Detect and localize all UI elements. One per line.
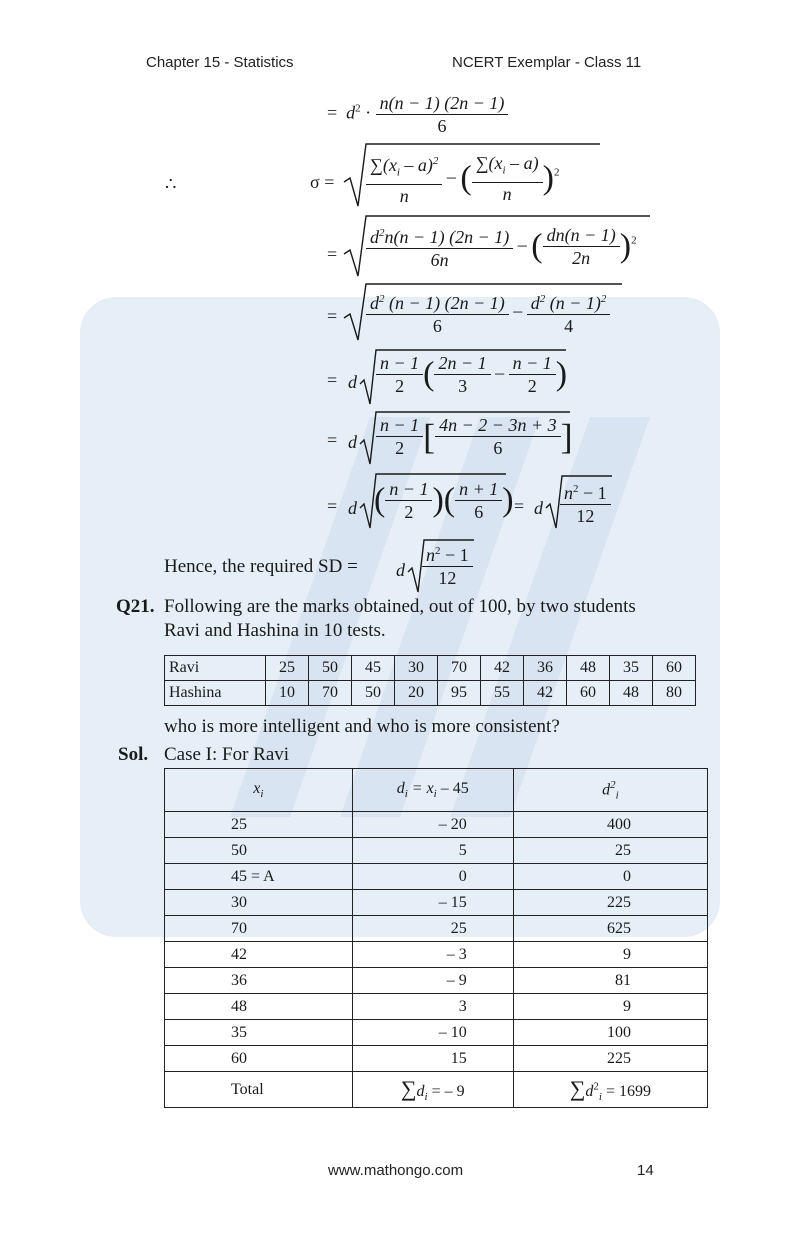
fraction <box>560 478 611 527</box>
footer-site: www.mathongo.com <box>328 1162 464 1179</box>
mark-cell: 45 <box>352 656 395 681</box>
d2-cell: 9 <box>513 994 707 1020</box>
sigma-label: σ = <box>310 172 335 192</box>
header-d <box>352 769 513 812</box>
mark-cell: 60 <box>653 656 696 681</box>
fraction-denominator: 3 <box>458 376 468 396</box>
mark-cell: 55 <box>481 681 524 706</box>
fraction-denominator: 12 <box>576 506 595 526</box>
student-name: Ravi <box>165 656 266 681</box>
mark-cell: 50 <box>352 681 395 706</box>
equals-sign: = <box>327 430 338 450</box>
x-cell: 30 <box>165 890 353 916</box>
mark-cell: 70 <box>438 656 481 681</box>
fraction <box>435 414 560 459</box>
fraction-numerator: $d^2$ (n − 1) (2n − 1) <box>366 288 509 315</box>
header-d-rest: = x <box>407 779 434 797</box>
mark-cell: 80 <box>653 681 696 706</box>
total-d2: $\sum d^2_i = 1699$ <box>513 1072 707 1108</box>
d2-cell: 225 <box>513 890 707 916</box>
fraction <box>527 288 611 337</box>
mark-cell: 95 <box>438 681 481 706</box>
derivation-line-2: $\frac{\sum(x_i - a)^2}{n}$ – ( $\frac{\sum(x_i - a)}{n}$ )$^2$ <box>366 150 559 207</box>
header-d-tail: – 45 <box>436 779 469 797</box>
fraction-denominator: 6 <box>432 316 442 336</box>
ravi-deviation-table <box>164 768 708 1108</box>
fraction <box>366 288 509 337</box>
d-cell: – 9 <box>352 968 513 994</box>
header-d-text: d <box>396 779 405 797</box>
fraction-numerator: $\sum(x_i - a)$ <box>472 152 543 183</box>
table-row <box>165 942 708 968</box>
fraction <box>509 352 556 397</box>
x-cell: 48 <box>165 994 353 1020</box>
equals-sign: = <box>327 244 338 264</box>
table-row <box>165 1020 708 1046</box>
variable-d: d <box>396 560 405 580</box>
d-cell: 15 <box>352 1046 513 1072</box>
question-line-2: Ravi and Hashina in 10 tests. <box>164 620 386 641</box>
fraction-numerator: n − 1 <box>376 414 423 437</box>
mark-cell: 60 <box>567 681 610 706</box>
fraction-numerator: $n^2 - 1$ <box>560 478 611 505</box>
d2-cell: 625 <box>513 916 707 942</box>
mark-cell: 70 <box>309 681 352 706</box>
fraction <box>366 222 513 271</box>
mark-cell: 50 <box>309 656 352 681</box>
table-row <box>165 681 696 706</box>
table-row <box>165 656 696 681</box>
d2-cell: 9 <box>513 942 707 968</box>
fraction-numerator: dn(n − 1) <box>543 224 620 247</box>
table-row <box>165 838 708 864</box>
fraction-denominator: 2 <box>395 438 405 458</box>
question-label: Q21. <box>116 596 155 617</box>
numerator-text: (n − 1) <box>549 293 601 313</box>
mark-cell: 35 <box>610 656 653 681</box>
student-name: Hashina <box>165 681 266 706</box>
therefore-symbol: ∴ <box>165 174 177 194</box>
variable-d: d <box>348 498 357 518</box>
fraction-numerator: $d^2n(n - 1) (2n - 1)$ <box>366 222 513 249</box>
fraction-denominator: n <box>399 185 409 206</box>
fraction-numerator: $d^2$ $(n - 1)^2$ <box>527 288 611 315</box>
derivation-line-5: $\frac{n - 1}{2}$ ( $\frac{2n - 1}{3}$ – $\frac{n - 1}{2}$ ) <box>376 352 567 397</box>
fraction <box>434 352 490 397</box>
x-cell: 50 <box>165 838 353 864</box>
total-label: Total <box>165 1072 353 1108</box>
fraction-numerator: n + 1 <box>455 478 502 501</box>
table-row <box>165 1046 708 1072</box>
derivation-line-6: $\frac{n - 1}{2}$ [ $\frac{4n - 2 - 3n + 3}{6}$ ] <box>376 414 573 459</box>
table-row <box>165 994 708 1020</box>
fraction-numerator: n − 1 <box>376 352 423 375</box>
question-ask: who is more intelligent and who is more consistent? <box>164 716 560 737</box>
d2-cell: 100 <box>513 1020 707 1046</box>
header-x-text: x <box>253 779 261 797</box>
numerator-text: − 1 <box>583 483 607 503</box>
fraction <box>366 150 442 207</box>
fraction-numerator: n − 1 <box>509 352 556 375</box>
x-cell: 35 <box>165 1020 353 1046</box>
mark-cell: 25 <box>266 656 309 681</box>
fraction-numerator: $n^2 - 1$ <box>422 540 473 567</box>
d2-cell: 25 <box>513 838 707 864</box>
fraction <box>472 152 543 205</box>
fraction <box>376 414 423 459</box>
fraction-denominator: 2 <box>404 502 414 522</box>
total-d-value: = – 9 <box>431 1082 465 1100</box>
subscript: i <box>260 788 264 801</box>
equals-sign: = <box>327 102 338 123</box>
equals-sign: = <box>327 306 338 326</box>
total-d: $\sum d_i$ = – 9 <box>352 1072 513 1108</box>
x-cell: 45 = A <box>165 864 353 890</box>
fraction-numerator: n − 1 <box>385 478 432 501</box>
conclusion-fraction <box>422 540 473 589</box>
result-fraction <box>560 478 611 527</box>
fraction-denominator: 6n <box>430 250 449 270</box>
subscript: i <box>404 788 408 801</box>
fraction-denominator: 6 <box>493 438 503 458</box>
fraction-denominator: 2n <box>572 248 591 268</box>
fraction-numerator: 2n − 1 <box>434 352 490 375</box>
subscript: i <box>433 788 437 801</box>
mark-cell: 36 <box>524 656 567 681</box>
table-row <box>165 812 708 838</box>
fraction-numerator: $\sum(x_i - a)^2$ <box>366 150 442 185</box>
mark-cell: 48 <box>567 656 610 681</box>
mark-cell: 42 <box>524 681 567 706</box>
d2-cell: 81 <box>513 968 707 994</box>
numerator-text: n(n − 1) (2n − 1) <box>384 227 510 247</box>
fraction-denominator: 6 <box>474 502 484 522</box>
table-header-row <box>165 769 708 812</box>
d-cell: 5 <box>352 838 513 864</box>
total-d2-value: = 1699 <box>605 1082 651 1100</box>
table-total-row <box>165 1072 708 1108</box>
fraction-denominator: 4 <box>564 316 574 336</box>
x-cell: 36 <box>165 968 353 994</box>
header-d-squared <box>513 769 707 812</box>
d-cell: – 15 <box>352 890 513 916</box>
d-cell: 3 <box>352 994 513 1020</box>
variable-d: d <box>534 498 543 518</box>
header-x <box>165 769 353 812</box>
derivation-line-3: $\frac{d^2n(n - 1) (2n - 1)}{6n}$ – ( $\frac{dn(n - 1)}{2n}$ )$^2$ <box>366 222 637 271</box>
fraction <box>385 478 432 523</box>
d2-cell: 400 <box>513 812 707 838</box>
fraction-denominator: 2 <box>527 376 537 396</box>
fraction-denominator: 2 <box>395 376 405 396</box>
marks-table <box>164 655 696 706</box>
mark-cell: 48 <box>610 681 653 706</box>
x-cell: 70 <box>165 916 353 942</box>
fraction <box>543 224 620 269</box>
mark-cell: 10 <box>266 681 309 706</box>
d-cell: – 10 <box>352 1020 513 1046</box>
table-row <box>165 916 708 942</box>
conclusion-text: Hence, the required SD = <box>164 556 358 577</box>
fraction-denominator: 6 <box>437 116 447 136</box>
equals-sign: = <box>327 370 338 390</box>
d-cell: 25 <box>352 916 513 942</box>
mark-cell: 30 <box>395 656 438 681</box>
d2-cell: 225 <box>513 1046 707 1072</box>
sum-term: ∑(x <box>475 153 503 173</box>
derivation-line-1: = $d^2$ · $\frac{n(n - 1) (2n - 1)}{6}$ <box>327 92 508 137</box>
fraction <box>376 92 509 137</box>
d-cell: – 20 <box>352 812 513 838</box>
d-cell: 0 <box>352 864 513 890</box>
d2-cell: 0 <box>513 864 707 890</box>
table-row <box>165 968 708 994</box>
x-cell: 25 <box>165 812 353 838</box>
derivation-line-7: ( $\frac{n - 1}{2}$ )( $\frac{n + 1}{6}$ ) <box>374 479 514 522</box>
mark-cell: 42 <box>481 656 524 681</box>
solution-label: Sol. <box>118 744 149 765</box>
question-line-1: Following are the marks obtained, out of 100, by two students <box>164 596 636 617</box>
x-cell: 60 <box>165 1046 353 1072</box>
header-chapter: Chapter 15 - Statistics <box>146 54 294 71</box>
fraction <box>422 540 473 589</box>
variable-d: d <box>348 432 357 452</box>
fraction <box>455 478 502 523</box>
equals-sign: = <box>514 496 525 516</box>
page-number: 14 <box>637 1162 654 1179</box>
superscript: 2 <box>610 778 616 791</box>
numerator-text: − 1 <box>445 545 469 565</box>
numerator-text: (n − 1) (2n − 1) <box>389 293 505 313</box>
fraction-denominator: n <box>502 183 512 204</box>
solution-case: Case I: For Ravi <box>164 744 290 765</box>
mark-cell: 20 <box>395 681 438 706</box>
variable-d: d <box>348 372 357 392</box>
header-d2-text: d <box>602 781 611 799</box>
fraction <box>376 352 423 397</box>
subscript: i <box>615 789 619 802</box>
fraction-numerator: n(n − 1) (2n − 1) <box>376 92 509 115</box>
header-book: NCERT Exemplar - Class 11 <box>452 54 642 71</box>
sum-term: ∑(x <box>370 155 397 175</box>
table-row <box>165 864 708 890</box>
table-row <box>165 890 708 916</box>
fraction-numerator: 4n − 2 − 3n + 3 <box>435 414 560 437</box>
derivation-line-4: $\frac{d^2 (n - 1) (2n - 1)}{6}$ – $\frac{d^2 (n - 1)^2}{4}$ <box>366 288 610 337</box>
equals-sign: = <box>327 496 338 516</box>
x-cell: 42 <box>165 942 353 968</box>
fraction-denominator: 12 <box>438 568 457 588</box>
d-cell: – 3 <box>352 942 513 968</box>
